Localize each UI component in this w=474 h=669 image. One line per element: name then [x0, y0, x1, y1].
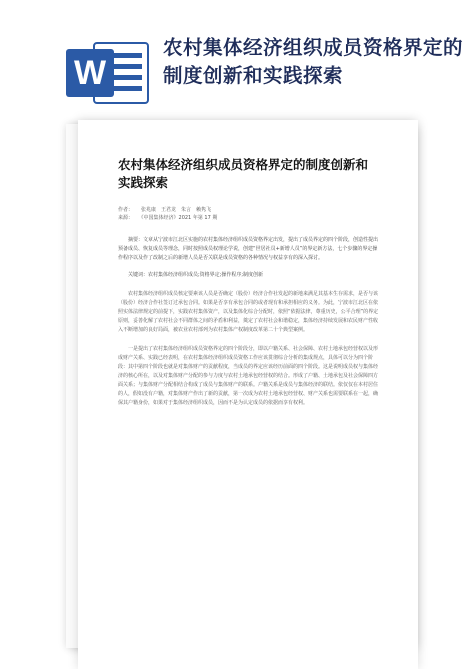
word-document-icon — [64, 37, 152, 109]
author-label: 作者： — [118, 207, 134, 213]
authors: 张兆康 王君龙 朱言 赖隽飞 — [141, 207, 212, 213]
author-line — [118, 206, 380, 214]
document-title: 农村集体经济组织成员资格界定的制度创新和实践探索 — [118, 157, 369, 190]
document-content — [118, 156, 380, 408]
keywords: 关键词：农村集体经济组织成员;资格界定;操作程序;制度创新 — [128, 272, 264, 278]
body-paragraph: 一是提出了农村集体经济组织成员资格界定的四个阶段分，即以户籍关系、社会保障、农村土地承包经营权以及形成财产关系、实践已经表明，在农村集体经济组织成员资格工作应该贯彻综合分析的集成规点，具体可以分为四个阶段：其中第四个阶段也就是对集体财产的贡献程度，当成员的界定应该经历前面的四个阶段。这是说明成员权与集体经济的核心所在，以及对集体财产分配的参与力度与农村土地承包经营权的结合。形成了户籍、土地承包及社会保障四方面关系；与集体财产分配相结合构成了成员与集体财产的联系。户籍关系是成员与集体经济的联结。依仅仅在本村居住的人，假如没有户籍，对集体财产作出了新的贡献，第一次成为农村土地承包经营权、财产关系也需要联系在一起，确保其户籍身份，如果对于集体经济组织成员，因而不是为认定成员的依据而享有权利。 — [118, 346, 379, 406]
source-label: 来源： — [118, 215, 134, 221]
banner-title: 农村集体经济组织成员资格界定的制度创新和实践探索 — [163, 36, 464, 87]
document-page — [78, 120, 418, 669]
source: 《中国集体经济》2021 年第 17 期 — [141, 215, 218, 221]
word-logo-letter: W — [73, 54, 107, 92]
source-line — [118, 214, 380, 222]
abstract: 摘要：文章从宁波市江北区实施的农村集体经济组织成员资格界定出发，提出了成员界定的四个阶段，创造性提出预备成员、恢复成员等理念，同时按照成员权理论学说，创建“世居社员+新增人员”的界定新方法，七个步骤的界定操作程序以及作了改制之后的新增人员是否关联是成员资格的各种情况与权益享有的深入探讨。 — [118, 237, 379, 261]
body-paragraph: 农村集体经济组织成员核定要素该人员是否确定（股份）经济合作社发起的新地来满足其基本生存需求，是否与该（股份）经济合作社签订过承包合同。如果是否享有承包合同的或者现有和承担相应的义务。为此，宁波市江北区在依照实体法律规定的前提下，实践农村集体资产，以及集体化综合分配时，依照“依据法律，尊重历史，公平合理”的界定原则，妥善化解了农村社会不同群体之间的矛盾和利益，奠定了农村社会和谐稳定，集体经济持续发展和农民财产性收入不断增加的良好局面，被农业农村部列为农村集体产权制度改革第二十个典型案例。 — [118, 291, 379, 333]
